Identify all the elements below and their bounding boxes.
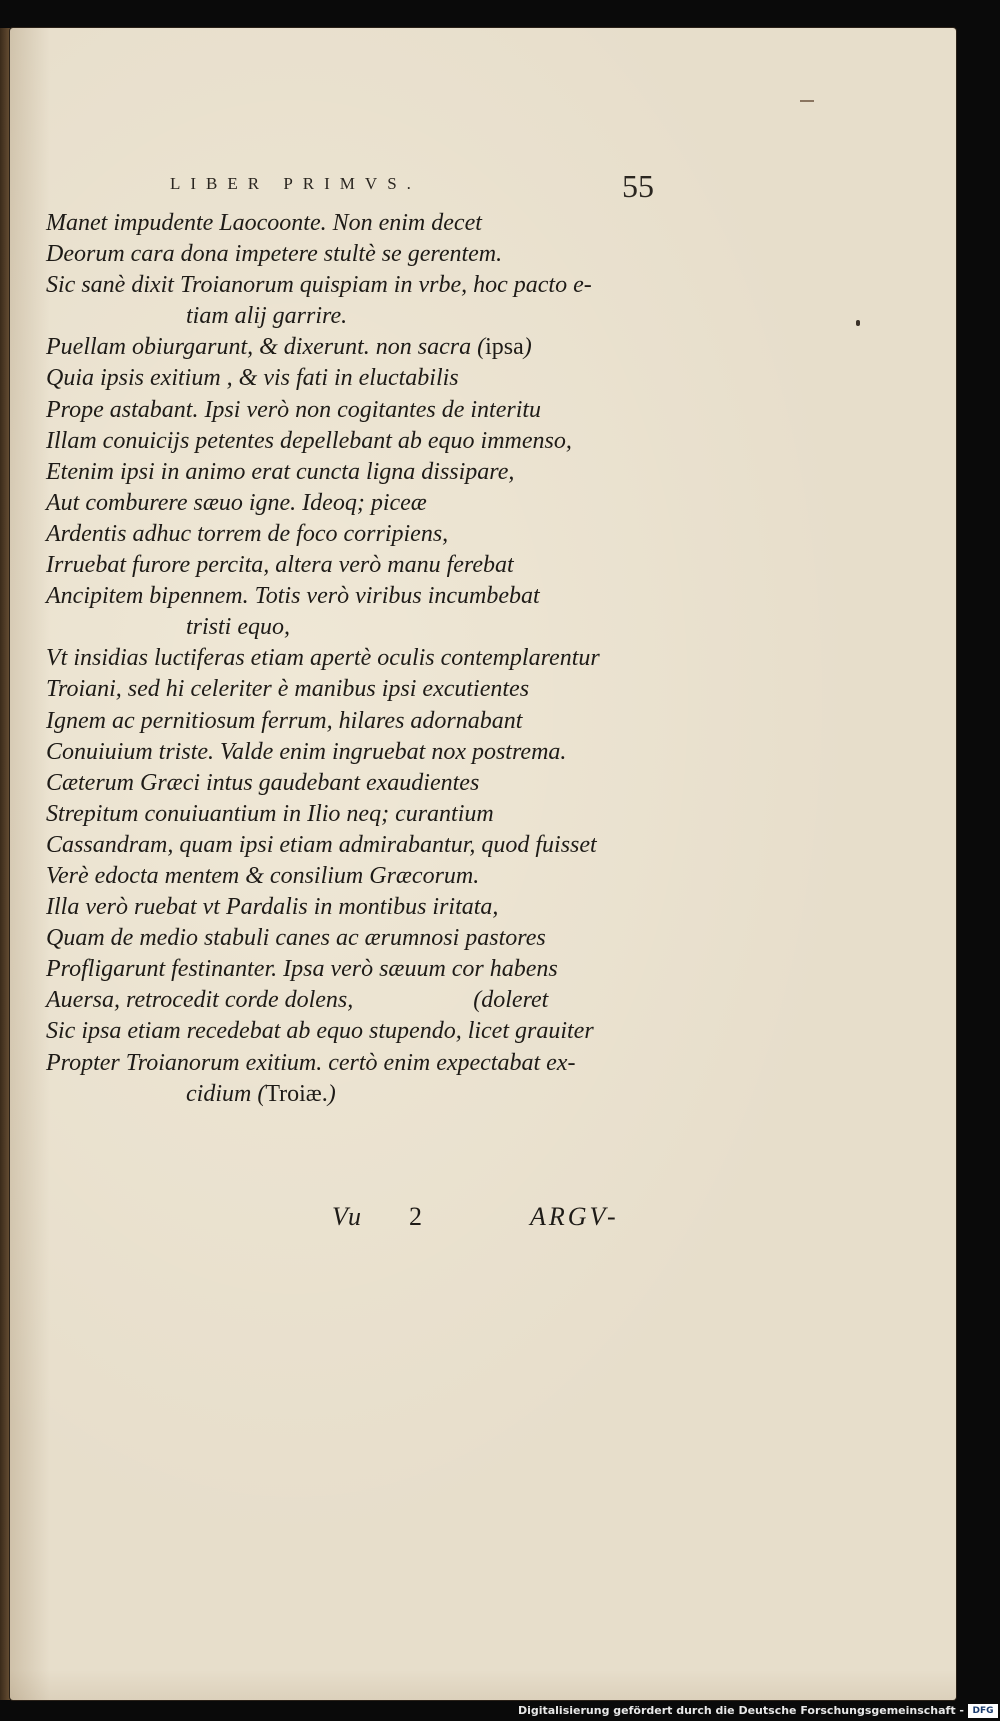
verse-line: Ardentis adhuc torrem de foco corripiens, bbox=[46, 520, 449, 547]
verse-text bbox=[46, 208, 686, 1110]
verse-line: Troiani, sed hi celeriter è manibus ipsi excutientes bbox=[46, 676, 530, 703]
verse-line: Illa verò ruebat vt Pardalis in montibus iritata, bbox=[46, 894, 499, 921]
verse-line: tiam alij garrire. bbox=[186, 303, 348, 330]
ink-spot bbox=[856, 320, 860, 326]
verse-line: Manet impudente Laocoonte. Non enim decet bbox=[46, 210, 482, 236]
verse-line: Cassandram, quam ipsi etiam admirabantur, quod fuisset bbox=[46, 831, 597, 858]
verse-line: Propter Troianorum exitium. certò enim expectabat ex- bbox=[46, 1049, 576, 1076]
verse-line: Puellam obiurgarunt, & dixerunt. non sacra (ipsa) bbox=[46, 334, 532, 361]
verse-line: Ignem ac pernitiosum ferrum, hilares adornabant bbox=[46, 707, 523, 734]
verse-line: Conuiuium triste. Valde enim ingruebat nox postrema. bbox=[46, 738, 567, 765]
verse-line: cidium (Troiæ.) bbox=[186, 1080, 336, 1107]
margin-mark bbox=[800, 100, 814, 102]
dfg-logo: DFG bbox=[968, 1704, 998, 1718]
verse-line: Auersa, retrocedit corde dolens, (doleret bbox=[46, 987, 549, 1014]
verse-line: Irruebat furore percita, altera verò manu ferebat bbox=[46, 552, 514, 579]
page-number: 55 bbox=[622, 168, 654, 204]
verse-line: Illam conuicijs petentes depellebant ab equo immenso, bbox=[46, 427, 572, 454]
verse-line: Deorum cara dona impetere stultè se gerentem. bbox=[46, 241, 503, 268]
verse-line: Quam de medio stabuli canes ac ærumnosi pastores bbox=[46, 925, 546, 952]
verse-line: Quia ipsis exitium , & vis fati in eluctabilis bbox=[46, 365, 459, 392]
digitization-credit: Digitalisierung gefördert durch die Deutsche Forschungsgemeinschaft - bbox=[517, 1704, 964, 1717]
verse-line: Aut comburere sæuo igne. Ideoq; piceæ bbox=[46, 489, 427, 516]
verse-line: tristi equo, bbox=[186, 614, 291, 641]
book-page bbox=[10, 28, 956, 1700]
verse-line: Cæterum Græci intus gaudebant exaudientes bbox=[46, 769, 480, 796]
verse-line: Profligarunt festinanter. Ipsa verò sæuum cor habens bbox=[46, 956, 558, 983]
verse-line: Etenim ipsi in animo erat cuncta ligna dissipare, bbox=[46, 458, 515, 485]
verse-line: Prope astabant. Ipsi verò non cogitantes de interitu bbox=[46, 396, 542, 423]
verse-line: Strepitum conuiuantium in Ilio neq; curantium bbox=[46, 800, 494, 827]
running-head: LIBER PRIMVS. bbox=[170, 174, 421, 193]
verse-line: Vt insidias luctiferas etiam apertè oculis contemplarentur bbox=[46, 645, 600, 672]
signature-mark: Vu 2 bbox=[332, 1202, 424, 1231]
verse-line: Sic ipsa etiam recedebat ab equo stupendo, licet grauiter bbox=[46, 1018, 594, 1045]
verse-line: Sic sanè dixit Troianorum quispiam in vrbe, hoc pacto e- bbox=[46, 272, 592, 299]
verse-line: Verè edocta mentem & consilium Græcorum. bbox=[46, 862, 480, 889]
verse-line: Ancipitem bipennem. Totis verò viribus incumbebat bbox=[46, 583, 540, 610]
catchword: ARGV- bbox=[530, 1202, 619, 1231]
